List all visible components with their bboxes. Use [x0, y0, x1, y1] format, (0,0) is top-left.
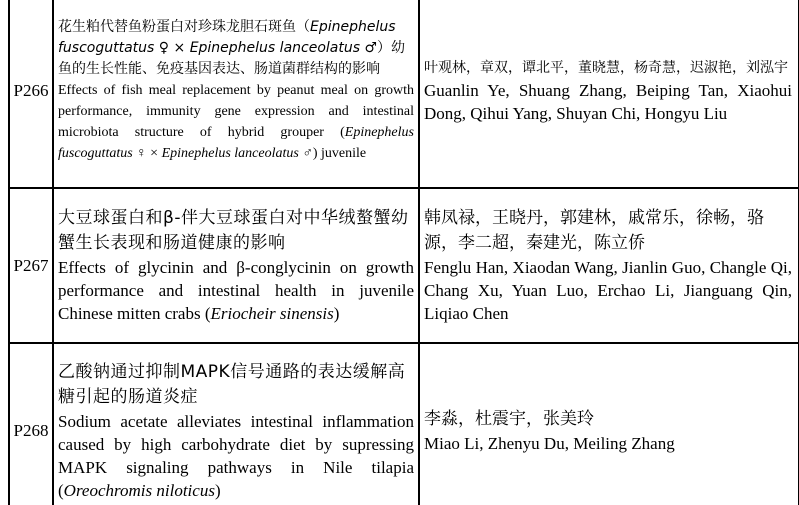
zh-authors: 叶观林，章双，谭北平，董晓慧，杨奇慧，迟淑艳，刘泓宇	[424, 59, 788, 76]
authors-cell	[419, 188, 799, 343]
authors-cell	[419, 0, 799, 188]
en-authors: Miao Li, Zhenyu Du, Meiling Zhang	[424, 433, 675, 453]
zh-title: 花生粕代替鱼粉蛋白对珍珠龙胆石斑鱼（Epinephelus fuscoguttatus ♀ × Epinephelus lanceolatus ♂）幼鱼的生长性能、免疫基因表达、肠道菌群结构的影响	[58, 19, 406, 77]
en-title: Effects of fish meal replacement by peanut meal on growth performance, immunity gene expression and intestinal microbiota structure of hybrid grouper (Epinephelus fuscoguttatus ♀ × Epinephelus lanceolatus ♂) juvenile	[58, 83, 414, 161]
table-row	[9, 0, 799, 188]
paper-title-cell	[53, 0, 419, 188]
en-title: Effects of glycinin and β-conglycinin on growth performance and intestinal health in juvenile Chinese mitten crabs (Eriocheir sinensis)	[58, 258, 414, 323]
paper-list-table	[8, 0, 799, 505]
paper-id: P267	[9, 188, 53, 343]
zh-authors: 李淼，杜震宇，张美玲	[424, 408, 594, 429]
en-title: Sodium acetate alleviates intestinal inflammation caused by high carbohydrate diet by supressing MAPK signaling pathways in Nile tilapia (Oreochromis niloticus)	[58, 411, 414, 500]
authors-cell	[419, 343, 799, 505]
paper-title-cell	[53, 188, 419, 343]
paper-title-cell	[53, 343, 419, 505]
zh-title: 乙酸钠通过抑制MAPK信号通路的表达缓解高糖引起的肠道炎症	[58, 361, 406, 407]
paper-id: P266	[9, 0, 53, 188]
zh-authors: 韩凤禄，王晓丹，郭建林，戚常乐，徐畅，骆源，李二超，秦建光，陈立侨	[424, 208, 764, 253]
en-authors: Guanlin Ye, Shuang Zhang, Beiping Tan, Xiaohui Dong, Qihui Yang, Shuyan Chi, Hongyu Liu	[424, 80, 792, 123]
zh-title: 大豆球蛋白和β-伴大豆球蛋白对中华绒螯蟹幼蟹生长表现和肠道健康的影响	[58, 208, 409, 253]
table-row	[9, 343, 799, 505]
en-authors: Fenglu Han, Xiaodan Wang, Jianlin Guo, Changle Qi, Chang Xu, Yuan Luo, Erchao Li, Jianguang Qin, Liqiao Chen	[424, 258, 792, 323]
table-row	[9, 188, 799, 343]
paper-id: P268	[9, 343, 53, 505]
